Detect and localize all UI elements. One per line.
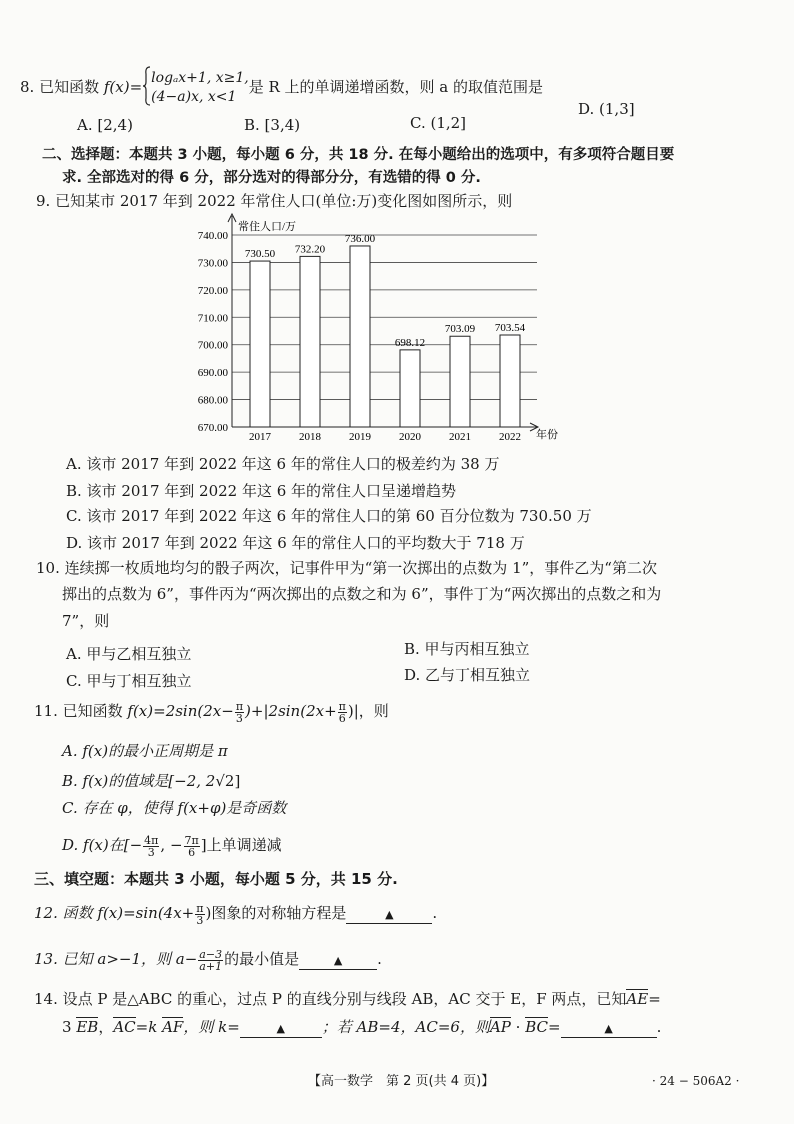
q11-option-b bbox=[62, 770, 240, 791]
q8-case-1: logₐx+1, x≥1, bbox=[151, 70, 249, 86]
bar-value-label-2018: 732.20 bbox=[294, 243, 326, 256]
y-tick-label: 710.00 bbox=[197, 312, 228, 325]
section-2-line-1: 二、选择题：本题共 3 小题，每小题 6 分，共 18 分. 在每小题给出的选项中，有多项符合题目要 bbox=[42, 147, 675, 163]
q8-suffix: 是 R 上的单调递增函数，则 a 的取值范围是 bbox=[248, 78, 544, 96]
q11-frac-pi-6 bbox=[338, 701, 347, 724]
q11-option-a: A. f(x)的最小正周期是 π bbox=[62, 742, 228, 760]
q13-pre: 13. 已知 a>−1，则 a− bbox=[34, 950, 198, 968]
answer-triangle-icon: ▲ bbox=[276, 1022, 286, 1035]
bar-2022 bbox=[500, 335, 520, 427]
frac-num: π bbox=[338, 699, 346, 713]
q11-option-b-post: ] bbox=[234, 772, 241, 790]
vector-af: AF bbox=[162, 1018, 184, 1036]
x-tick-label-2020: 2020 bbox=[399, 431, 421, 443]
frac-num: π bbox=[196, 901, 204, 915]
vector-ae: AE bbox=[626, 990, 649, 1008]
q14-dot: · bbox=[510, 1018, 526, 1036]
q14-answer-blank-1[interactable] bbox=[240, 1019, 322, 1038]
y-tick-label: 740.00 bbox=[197, 230, 228, 242]
population-bar-chart bbox=[180, 212, 570, 444]
x-tick-label-2017: 2017 bbox=[249, 431, 271, 443]
x-tick-label-2022: 2022 bbox=[499, 431, 521, 443]
q8-cases bbox=[151, 69, 249, 107]
y-tick-label: 690.00 bbox=[197, 367, 228, 380]
q14-eq2: = bbox=[547, 1018, 561, 1036]
footer-page-info: 【高一数学 第 2 页(共 4 页)】 bbox=[308, 1074, 495, 1089]
q8-fx: f(x)= bbox=[103, 78, 143, 96]
bar-value-label-2017: 730.50 bbox=[244, 248, 276, 261]
q11-expr-1: f(x)=2sin(2x− bbox=[127, 702, 234, 720]
q11-option-d-post: ]上单调递减 bbox=[200, 836, 282, 854]
y-tick-label: 680.00 bbox=[197, 394, 228, 407]
q12-answer-blank[interactable] bbox=[346, 905, 432, 924]
q10-option-d: D. 乙与丁相互独立 bbox=[404, 666, 531, 684]
bar-2019 bbox=[350, 246, 370, 427]
q10-option-b: B. 甲与丙相互独立 bbox=[404, 640, 530, 658]
q12-end: . bbox=[432, 904, 438, 922]
x-tick-label-2021: 2021 bbox=[449, 431, 471, 443]
q11-option-c: C. 存在 φ，使得 f(x+φ)是奇函数 bbox=[62, 799, 287, 817]
q9-option-c: C. 该市 2017 年到 2022 年这 6 年的常住人口的第 60 百分位数为 730.50 万 bbox=[66, 507, 592, 525]
q14-comma: ， bbox=[98, 1018, 114, 1036]
q11-expr-3: )|，则 bbox=[347, 702, 389, 720]
frac-den: 6 bbox=[188, 845, 196, 859]
x-tick-label-2019: 2019 bbox=[349, 431, 371, 443]
q10-line-3: 7”，则 bbox=[62, 612, 110, 630]
q10-line-1: 10. 连续掷一枚质地均匀的骰子两次，记事件甲为“第一次掷出的点数为 1”，事件乙为“第二次 bbox=[36, 559, 657, 577]
q12-post: )图象的对称轴方程是 bbox=[205, 904, 347, 922]
frac-den: a+1 bbox=[199, 959, 223, 973]
q13-answer-blank[interactable] bbox=[299, 951, 377, 970]
q8-case-2: (4−a)x, x<1 bbox=[151, 89, 237, 105]
q10-option-c: C. 甲与丁相互独立 bbox=[66, 672, 192, 690]
q14-line-1 bbox=[34, 988, 661, 1009]
q11-option-d bbox=[62, 834, 282, 858]
y-tick-label: 730.00 bbox=[197, 257, 228, 270]
frac-den: 3 bbox=[196, 913, 204, 927]
y-axis-label: 常住人口/万 bbox=[238, 221, 297, 233]
q8-option-c: C. (1,2] bbox=[410, 114, 467, 132]
q13 bbox=[34, 948, 382, 972]
q9-stem: 9. 已知某市 2017 年到 2022 年常住人口(单位:万)变化图如图所示，则 bbox=[36, 192, 513, 210]
q8-option-a: A. [2,4) bbox=[77, 116, 133, 134]
q11-option-b-pre: B. f(x)的值域是[−2, 2 bbox=[62, 772, 216, 790]
q11-prefix: 11. 已知函数 bbox=[34, 702, 128, 720]
bar-value-label-2020: 698.12 bbox=[394, 336, 426, 349]
bar-2021 bbox=[450, 336, 470, 427]
frac-den: 6 bbox=[338, 711, 346, 725]
q9-option-d: D. 该市 2017 年到 2022 年这 6 年的常住人口的平均数大于 718 万 bbox=[66, 534, 525, 552]
q13-end: . bbox=[377, 950, 382, 968]
q14-eq: = bbox=[648, 990, 661, 1008]
q11-expr-2: )+|2sin(2x+ bbox=[245, 702, 337, 720]
q14-end: . bbox=[656, 1018, 662, 1036]
q12 bbox=[34, 902, 437, 926]
y-tick-label: 700.00 bbox=[197, 339, 228, 352]
bar-value-label-2022: 703.54 bbox=[494, 322, 526, 335]
q12-frac-pi-3 bbox=[195, 903, 204, 926]
q13-frac bbox=[198, 949, 223, 972]
q8-option-b: B. [3,4) bbox=[244, 116, 301, 134]
q11-option-d-sep: , − bbox=[160, 836, 183, 854]
frac-den: 3 bbox=[147, 845, 155, 859]
bar-2018 bbox=[300, 256, 320, 427]
q8-brace bbox=[142, 66, 151, 110]
q8-prefix: 8. 已知函数 bbox=[20, 78, 104, 96]
q14-line-1-text: 14. 设点 P 是△ABC 的重心，过点 P 的直线分别与线段 AB，AC 交于 E，F 两点，已知 bbox=[34, 990, 627, 1008]
q14-eqk: =k bbox=[135, 1018, 158, 1036]
frac-den: 3 bbox=[235, 711, 243, 725]
q11-stem bbox=[34, 700, 389, 724]
y-tick-label: 720.00 bbox=[197, 284, 228, 297]
bar-2017 bbox=[250, 261, 270, 427]
bar-value-label-2019: 736.00 bbox=[344, 232, 376, 245]
q14-coef: 3 bbox=[62, 1018, 72, 1036]
answer-triangle-icon: ▲ bbox=[385, 908, 394, 921]
q12-pre: 12. 函数 f(x)=sin(4x+ bbox=[34, 904, 195, 922]
q10-line-2: 掷出的点数为 6”，事件丙为“两次掷出的点数之和为 6”，事件丁为“两次掷出的点数之和为 bbox=[62, 585, 662, 603]
q11-option-b-radical: √2 bbox=[215, 772, 235, 790]
bar-2020 bbox=[400, 350, 420, 427]
q14-kq: ，则 k= bbox=[183, 1018, 240, 1036]
q11-frac-7pi-6 bbox=[184, 835, 200, 858]
vector-bc: BC bbox=[525, 1018, 548, 1036]
q8-option-d: D. (1,3] bbox=[578, 100, 635, 118]
q9-option-b: B. 该市 2017 年到 2022 年这 6 年的常住人口呈递增趋势 bbox=[66, 482, 457, 500]
x-axis-label: 年份 bbox=[536, 429, 558, 441]
frac-num: π bbox=[235, 699, 244, 713]
frac-num: a−3 bbox=[199, 947, 223, 961]
q14-mid: ；若 AB=4，AC=6，则 bbox=[321, 1018, 490, 1036]
footer-code: · 24 − 506A2 · bbox=[652, 1074, 740, 1088]
vector-ac: AC bbox=[113, 1018, 136, 1036]
frac-num: 4π bbox=[144, 833, 159, 847]
q9-option-a: A. 该市 2017 年到 2022 年这 6 年的常住人口的极差约为 38 万 bbox=[66, 455, 500, 473]
q11-frac-4pi-3 bbox=[143, 835, 159, 858]
q13-post: 的最小值是 bbox=[224, 950, 300, 968]
section-2-line-2: 求. 全部选对的得 6 分，部分选对的得部分分，有选错的得 0 分. bbox=[62, 170, 481, 186]
q11-option-d-pre: D. f(x)在[− bbox=[62, 836, 143, 854]
y-tick-label: 670.00 bbox=[197, 422, 228, 434]
q10-option-a: A. 甲与乙相互独立 bbox=[66, 645, 192, 663]
frac-num: 7π bbox=[184, 833, 199, 847]
bar-value-label-2021: 703.09 bbox=[444, 323, 476, 336]
q14-answer-blank-2[interactable] bbox=[561, 1019, 657, 1038]
q14-line-2 bbox=[62, 1016, 661, 1038]
vector-ap: AP bbox=[489, 1018, 511, 1036]
q11-frac-pi-3 bbox=[235, 701, 244, 724]
vector-eb: EB bbox=[76, 1018, 99, 1036]
answer-triangle-icon: ▲ bbox=[604, 1022, 613, 1035]
answer-triangle-icon: ▲ bbox=[333, 954, 343, 967]
section-3-heading: 三、填空题：本题共 3 小题，每小题 5 分，共 15 分. bbox=[34, 870, 398, 888]
chart-grid bbox=[232, 232, 537, 400]
question-8 bbox=[20, 66, 543, 110]
x-tick-label-2018: 2018 bbox=[299, 431, 321, 443]
